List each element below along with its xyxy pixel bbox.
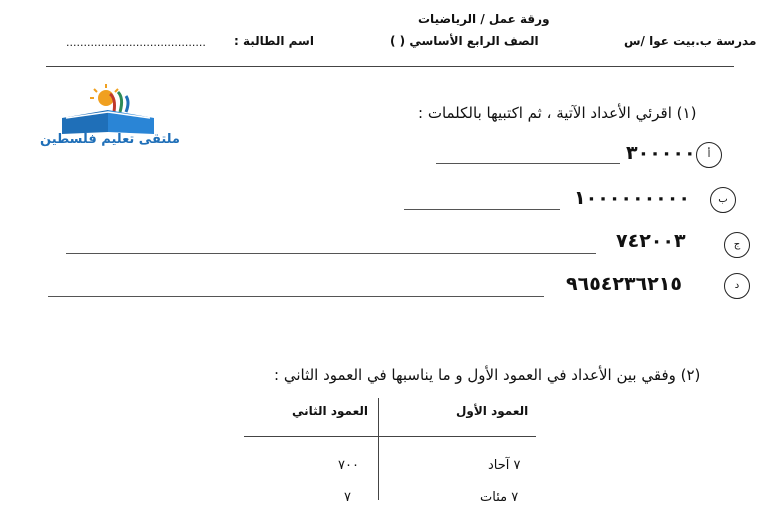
question2-prompt: (٢) وفقي بين الأعداد في العمود الأول و ما يناسبها في العمود الثاني : bbox=[274, 366, 701, 384]
item-number-b: ١٠٠٠٠٠٠٠٠٠ bbox=[574, 187, 690, 209]
item-letter-a: أ bbox=[696, 142, 722, 168]
header-divider bbox=[46, 66, 734, 67]
answer-line-b[interactable] bbox=[404, 209, 560, 210]
item-letter-d: د bbox=[724, 273, 750, 299]
answer-line-a[interactable] bbox=[436, 163, 620, 164]
logo-graphic bbox=[40, 84, 180, 136]
question1-prompt: (١) اقرئي الأعداد الآتية ، ثم اكتبيها بالكلمات : bbox=[418, 104, 697, 122]
student-name-field[interactable]: ........................................ bbox=[66, 36, 206, 49]
table-row-1-col1: ٧ آحاد bbox=[488, 458, 521, 473]
table-row-2-col1: ٧ مئات bbox=[480, 490, 519, 505]
item-letter-c: ج bbox=[724, 232, 750, 258]
table-header-divider bbox=[244, 436, 536, 437]
logo-text: ملتقى تعليم فلسطين bbox=[40, 132, 180, 147]
table-row-1-col2: ٧٠٠ bbox=[338, 458, 359, 473]
site-logo bbox=[40, 84, 180, 154]
grade-label: الصف الرابع الأساسي ( ) bbox=[390, 34, 539, 48]
item-number-c: ٧٤٢٠٠٣ bbox=[616, 230, 686, 252]
item-number-a: ٣٠٠٠٠٠ bbox=[626, 142, 696, 164]
school-name: مدرسة ب.بيت عوا /س bbox=[624, 34, 757, 48]
answer-line-d[interactable] bbox=[48, 296, 544, 297]
column1-header: العمود الأول bbox=[456, 404, 529, 418]
item-letter-b: ب bbox=[710, 187, 736, 213]
column2-header: العمود الثاني bbox=[292, 404, 368, 418]
table-row-2-col2: ٧ bbox=[344, 490, 351, 505]
answer-line-c[interactable] bbox=[66, 253, 596, 254]
worksheet-title: ورقة عمل / الرياضيات bbox=[418, 12, 550, 26]
table-column-divider bbox=[378, 398, 379, 500]
student-name-label: اسم الطالبة : bbox=[234, 34, 314, 48]
item-number-d: ٩٦٥٤٢٣٦٢١٥ bbox=[566, 273, 682, 295]
book-icon bbox=[62, 110, 154, 134]
